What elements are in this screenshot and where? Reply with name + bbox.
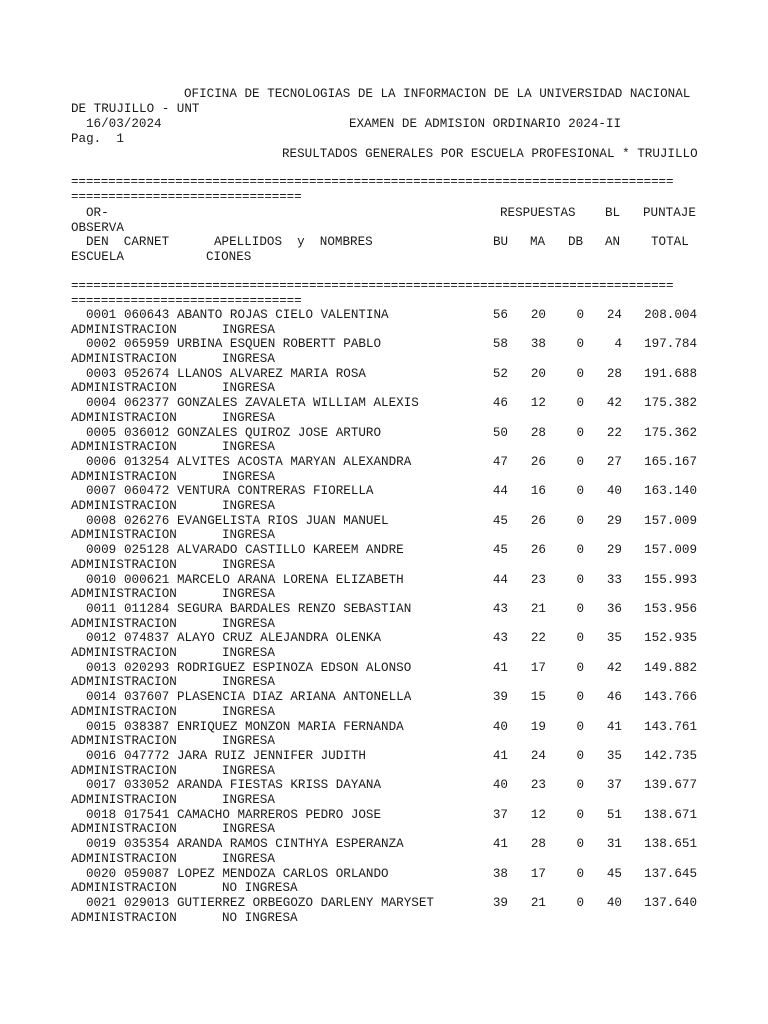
row-nombre: GONZALES QUIROZ JOSE ARTURO [177,425,382,440]
row-puntaje-total: 157.009 [644,543,697,558]
report-title: OFICINA DE TECNOLOGIAS DE LA INFORMACION DE LA UNIVERSIDAD NACIONAL [184,87,691,101]
row-orden: 0005 [86,425,117,440]
report-subtitle: RESULTADOS GENERALES POR ESCUELA PROFESIONAL * TRUJILLO [282,147,698,161]
row-escuela: ADMINISTRACION [71,704,177,719]
row-observacion: INGRESA [222,851,275,866]
row-carnet: 020293 [124,660,170,675]
row-buenas: 41 [492,837,508,852]
row-db: 0 [576,631,584,646]
row-buenas: 50 [492,425,508,440]
separator-line-continued: =============================== [71,190,302,204]
col-header-bu: BU [493,235,509,249]
row-malas: 19 [530,719,546,734]
col-header-observaciones: OBSERVA [71,221,124,235]
row-db: 0 [576,396,584,411]
row-nombre: RODRIGUEZ ESPINOZA EDSON ALONSO [177,660,412,675]
row-observacion: INGRESA [222,322,275,337]
row-observacion: INGRESA [222,410,275,425]
row-orden: 0002 [86,337,117,352]
row-db: 0 [576,837,584,852]
row-blancos: 4 [614,337,622,352]
row-db: 0 [576,308,584,322]
row-carnet: 052674 [124,366,170,381]
row-observacion: INGRESA [222,587,275,602]
row-observacion: INGRESA [222,381,275,396]
row-orden: 0006 [86,455,117,469]
row-db: 0 [576,807,584,822]
row-db: 0 [576,866,584,881]
row-observacion: INGRESA [222,675,275,690]
separator-line: ================================================================================= [71,279,674,293]
row-blancos: 29 [606,513,622,528]
row-buenas: 56 [492,308,508,322]
row-escuela: ADMINISTRACION [71,498,177,513]
row-observacion: INGRESA [222,557,275,572]
row-blancos: 42 [606,396,622,411]
row-blancos: 42 [606,660,622,675]
row-buenas: 41 [492,749,508,763]
row-carnet: 035354 [124,837,170,852]
row-buenas: 45 [492,513,508,528]
row-observacion: INGRESA [222,528,275,543]
row-observacion: INGRESA [222,645,275,660]
row-malas: 20 [530,308,546,322]
row-puntaje-total: 163.140 [644,484,697,499]
row-escuela: ADMINISTRACION [71,763,177,778]
row-observacion: INGRESA [222,734,275,749]
row-observacion: INGRESA [222,822,275,837]
row-blancos: 46 [606,690,622,705]
separator-line-continued: =============================== [71,294,302,308]
row-buenas: 47 [492,455,508,469]
row-escuela: ADMINISTRACION [71,410,177,425]
row-nombre: ARANDA FIESTAS KRISS DAYANA [177,778,382,793]
row-db: 0 [576,749,584,763]
row-orden: 0011 [86,602,117,616]
row-buenas: 39 [492,690,508,705]
row-puntaje-total: 197.784 [644,337,697,352]
row-blancos: 31 [606,837,622,852]
row-db: 0 [576,484,584,499]
row-db: 0 [576,778,584,793]
row-carnet: 059087 [124,866,170,881]
col-header-ma: MA [530,235,546,249]
row-puntaje-total: 155.993 [644,572,697,587]
row-blancos: 27 [606,455,622,469]
row-nombre: ARANDA RAMOS CINTHYA ESPERANZA [177,837,404,852]
row-db: 0 [576,660,584,675]
row-carnet: 013254 [124,455,170,469]
row-blancos: 22 [606,425,622,440]
row-puntaje-total: 153.956 [644,602,697,616]
row-carnet: 060472 [124,484,170,499]
col-header-orden: OR- [86,206,109,220]
row-blancos: 36 [606,602,622,616]
row-malas: 21 [530,896,546,910]
row-orden: 0008 [86,513,117,528]
row-escuela: ADMINISTRACION [71,528,177,543]
row-malas: 22 [530,631,546,646]
row-escuela: ADMINISTRACION [71,734,177,749]
row-nombre: SEGURA BARDALES RENZO SEBASTIAN [177,602,412,616]
row-observacion: INGRESA [222,763,275,778]
row-orden: 0007 [86,484,117,499]
row-orden: 0013 [86,660,117,675]
row-buenas: 44 [492,484,508,499]
row-nombre: PLASENCIA DIAZ ARIANA ANTONELLA [177,690,412,705]
row-escuela: ADMINISTRACION [71,440,177,455]
row-carnet: 036012 [124,425,170,440]
row-escuela: ADMINISTRACION [71,910,177,925]
row-carnet: 025128 [124,543,170,558]
row-malas: 26 [530,513,546,528]
row-carnet: 062377 [124,396,170,411]
row-nombre: EVANGELISTA RIOS JUAN MANUEL [177,513,389,528]
row-db: 0 [576,337,584,352]
row-buenas: 40 [492,719,508,734]
col-header-ciones: CIONES [206,250,252,264]
row-puntaje-total: 137.640 [644,896,697,910]
row-db: 0 [576,572,584,587]
row-orden: 0004 [86,396,117,411]
row-nombre: ALAYO CRUZ ALEJANDRA OLENKA [177,631,382,646]
row-puntaje-total: 191.688 [644,366,697,381]
row-escuela: ADMINISTRACION [71,351,177,366]
row-orden: 0012 [86,631,117,646]
col-header-db: DB [568,235,584,249]
row-malas: 15 [530,690,546,705]
row-nombre: URBINA ESQUEN ROBERTT PABLO [177,337,382,352]
row-db: 0 [576,719,584,734]
row-observacion: NO INGRESA [222,910,298,925]
row-nombre: ENRIQUEZ MONZON MARIA FERNANDA [177,719,404,734]
row-blancos: 28 [606,366,622,381]
row-escuela: ADMINISTRACION [71,322,177,337]
row-malas: 17 [530,866,546,881]
row-orden: 0017 [86,778,117,793]
row-malas: 17 [530,660,546,675]
row-carnet: 065959 [124,337,170,352]
row-puntaje-total: 139.677 [644,778,697,793]
row-puntaje-total: 165.167 [644,455,697,469]
row-buenas: 40 [492,778,508,793]
row-carnet: 000621 [124,572,170,587]
row-nombre: ABANTO ROJAS CIELO VALENTINA [177,308,389,322]
row-malas: 28 [530,837,546,852]
row-observacion: INGRESA [222,704,275,719]
row-orden: 0020 [86,866,117,881]
col-header-blancos: BL [605,206,621,220]
row-blancos: 40 [606,484,622,499]
row-nombre: LLANOS ALVAREZ MARIA ROSA [177,366,366,381]
row-puntaje-total: 143.766 [644,690,697,705]
row-orden: 0001 [86,308,117,322]
row-orden: 0021 [86,896,117,910]
row-puntaje-total: 152.935 [644,631,697,646]
row-db: 0 [576,690,584,705]
row-orden: 0019 [86,837,117,852]
row-carnet: 038387 [124,719,170,734]
row-nombre: ALVARADO CASTILLO KAREEM ANDRE [177,543,404,558]
col-header-puntaje: PUNTAJE [643,206,696,220]
row-observacion: INGRESA [222,792,275,807]
row-escuela: ADMINISTRACION [71,851,177,866]
row-puntaje-total: 137.645 [644,866,697,881]
row-carnet: 026276 [124,513,170,528]
row-escuela: ADMINISTRACION [71,469,177,484]
row-buenas: 58 [492,337,508,352]
row-malas: 28 [530,425,546,440]
row-puntaje-total: 175.362 [644,425,697,440]
row-orden: 0003 [86,366,117,381]
row-malas: 21 [530,602,546,616]
row-orden: 0018 [86,807,117,822]
row-nombre: JARA RUIZ JENNIFER JUDITH [177,749,366,763]
report-title-continued: DE TRUJILLO - UNT [71,102,200,116]
row-buenas: 46 [492,396,508,411]
row-carnet: 037607 [124,690,170,705]
row-nombre: GUTIERREZ ORBEGOZO DARLENY MARYSET [177,896,434,910]
row-malas: 24 [530,749,546,763]
row-buenas: 52 [492,366,508,381]
row-buenas: 44 [492,572,508,587]
separator-line: ================================================================================= [71,175,674,189]
row-blancos: 29 [606,543,622,558]
row-blancos: 35 [606,749,622,763]
col-header-total: TOTAL [651,235,689,249]
row-escuela: ADMINISTRACION [71,381,177,396]
row-nombre: GONZALES ZAVALETA WILLIAM ALEXIS [177,396,419,411]
row-puntaje-total: 175.382 [644,396,697,411]
row-db: 0 [576,602,584,616]
row-escuela: ADMINISTRACION [71,557,177,572]
row-observacion: INGRESA [222,616,275,631]
row-nombre: CAMACHO MARREROS PEDRO JOSE [177,807,382,822]
row-blancos: 24 [606,308,622,322]
row-puntaje-total: 138.651 [644,837,697,852]
row-blancos: 37 [606,778,622,793]
row-buenas: 38 [492,866,508,881]
row-orden: 0015 [86,719,117,734]
row-carnet: 074837 [124,631,170,646]
row-escuela: ADMINISTRACION [71,792,177,807]
row-escuela: ADMINISTRACION [71,645,177,660]
row-malas: 38 [530,337,546,352]
row-blancos: 51 [606,807,622,822]
row-nombre: MARCELO ARANA LORENA ELIZABETH [177,572,404,587]
row-orden: 0009 [86,543,117,558]
row-puntaje-total: 138.671 [644,807,697,822]
row-malas: 20 [530,366,546,381]
row-orden: 0010 [86,572,117,587]
row-escuela: ADMINISTRACION [71,675,177,690]
row-orden: 0014 [86,690,117,705]
row-malas: 26 [530,543,546,558]
row-blancos: 41 [606,719,622,734]
row-observacion: NO INGRESA [222,881,298,896]
row-carnet: 029013 [124,896,170,910]
row-buenas: 43 [492,602,508,616]
row-blancos: 35 [606,631,622,646]
row-db: 0 [576,896,584,910]
row-observacion: INGRESA [222,440,275,455]
row-observacion: INGRESA [222,351,275,366]
row-db: 0 [576,543,584,558]
row-blancos: 33 [606,572,622,587]
row-malas: 26 [530,455,546,469]
row-puntaje-total: 208.004 [644,308,697,322]
row-escuela: ADMINISTRACION [71,881,177,896]
row-db: 0 [576,366,584,381]
row-puntaje-total: 143.761 [644,719,697,734]
col-header-an: AN [605,235,621,249]
report-date: 16/03/2024 [86,117,162,131]
row-orden: 0016 [86,749,117,763]
row-db: 0 [576,513,584,528]
row-escuela: ADMINISTRACION [71,616,177,631]
row-malas: 23 [530,778,546,793]
row-puntaje-total: 149.882 [644,660,697,675]
row-db: 0 [576,425,584,440]
row-nombre: LOPEZ MENDOZA CARLOS ORLANDO [177,866,389,881]
row-buenas: 37 [492,807,508,822]
row-carnet: 047772 [124,749,170,763]
row-buenas: 41 [492,660,508,675]
row-escuela: ADMINISTRACION [71,587,177,602]
col-header-escuela: ESCUELA [71,250,124,264]
row-nombre: ALVITES ACOSTA MARYAN ALEXANDRA [177,455,412,469]
row-buenas: 43 [492,631,508,646]
col-header-carnet: DEN CARNET [86,235,170,249]
row-malas: 23 [530,572,546,587]
row-blancos: 45 [606,866,622,881]
row-puntaje-total: 142.735 [644,749,697,763]
row-escuela: ADMINISTRACION [71,822,177,837]
row-observacion: INGRESA [222,498,275,513]
row-observacion: INGRESA [222,469,275,484]
exam-name: EXAMEN DE ADMISION ORDINARIO 2024-II [349,117,622,131]
row-carnet: 017541 [124,807,170,822]
row-nombre: VENTURA CONTRERAS FIORELLA [177,484,374,499]
row-malas: 12 [530,807,546,822]
row-malas: 16 [530,484,546,499]
row-buenas: 45 [492,543,508,558]
page-number: Pag. 1 [71,132,124,146]
col-header-respuestas: RESPUESTAS [500,206,576,220]
row-carnet: 011284 [124,602,170,616]
row-carnet: 060643 [124,308,170,322]
row-puntaje-total: 157.009 [644,513,697,528]
col-header-nombres: APELLIDOS y NOMBRES [214,235,373,249]
row-db: 0 [576,455,584,469]
row-malas: 12 [530,396,546,411]
row-carnet: 033052 [124,778,170,793]
row-blancos: 40 [606,896,622,910]
row-buenas: 39 [492,896,508,910]
